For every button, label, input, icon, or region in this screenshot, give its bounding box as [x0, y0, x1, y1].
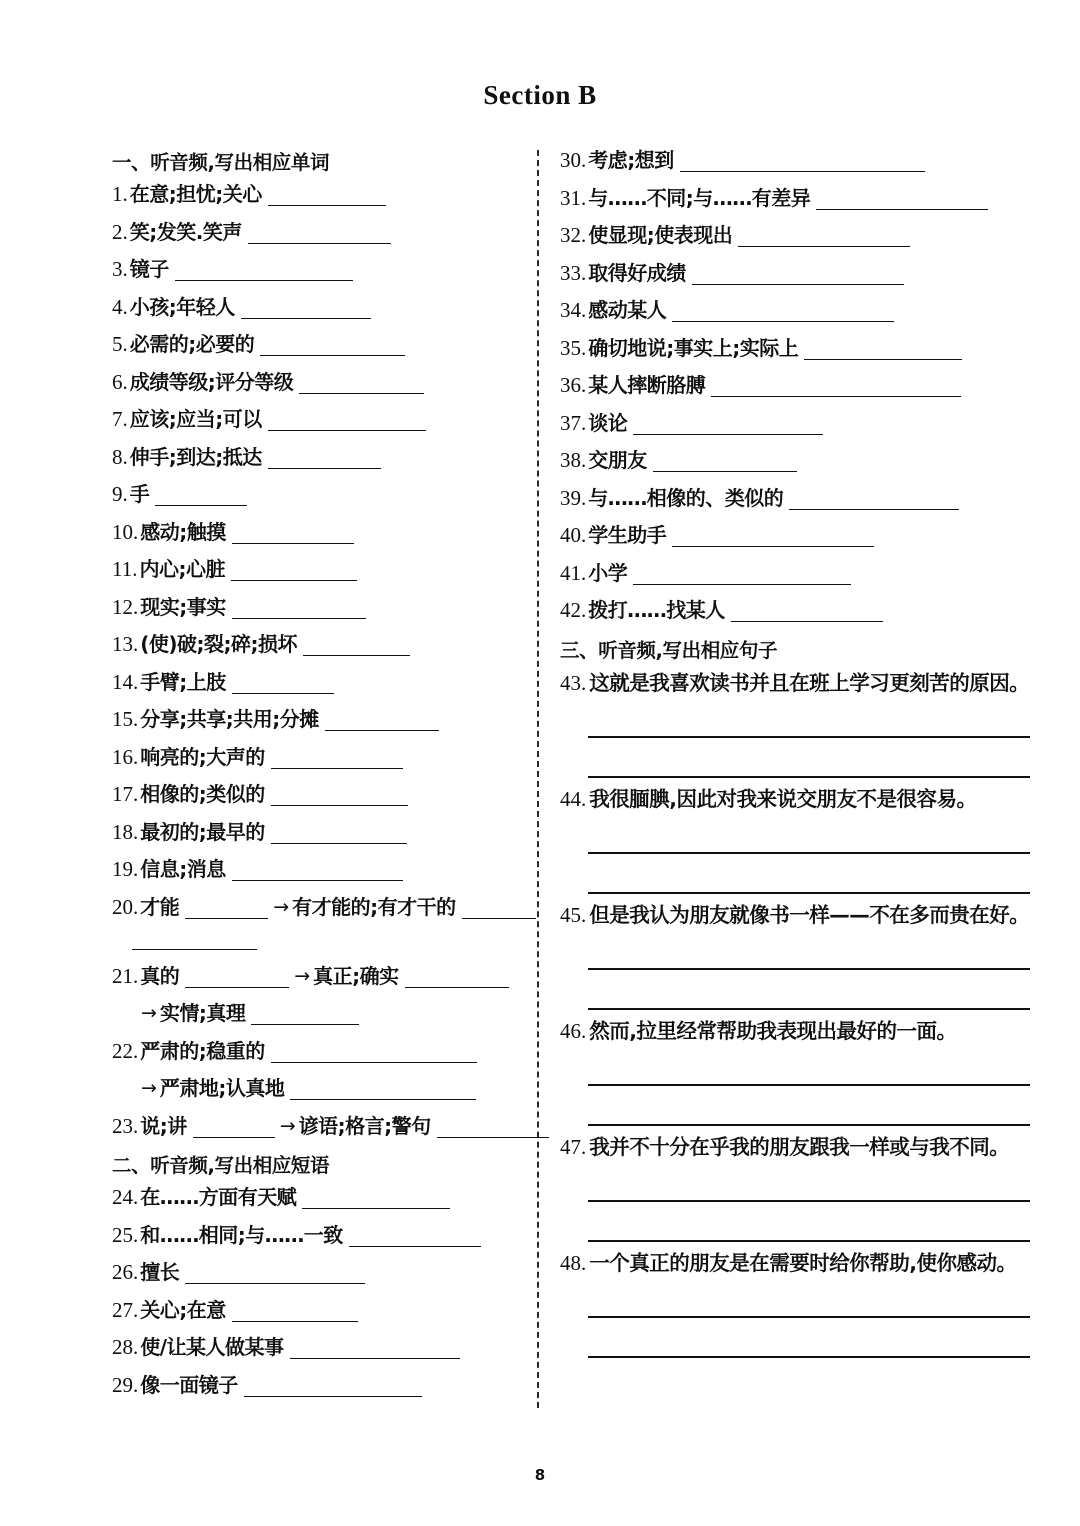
item-number: 21. — [112, 963, 139, 988]
sentence-prompt-row — [560, 900, 1030, 930]
item-number: 35. — [560, 335, 587, 360]
item-prompt: 分享;共享;共用;分摊 — [140, 707, 319, 731]
word-item — [112, 782, 527, 806]
answer-blank[interactable] — [299, 376, 424, 394]
phrase-item — [560, 523, 1030, 547]
item-prompt: 才能 — [140, 894, 180, 919]
answer-blank[interactable] — [232, 1304, 358, 1322]
answer-blank[interactable] — [231, 563, 357, 581]
answer-blank[interactable] — [155, 488, 247, 506]
derivation-arrow-icon: → — [294, 964, 311, 987]
item-number: 12. — [112, 594, 139, 619]
phrase-list-left — [112, 1185, 527, 1397]
word-item — [112, 332, 527, 356]
word-item — [112, 370, 527, 394]
word-item — [112, 557, 527, 581]
answer-blank[interactable] — [290, 1341, 460, 1359]
item-prompt-secondary: 实情;真理 — [159, 1001, 246, 1025]
item-prompt: 在……方面有天赋 — [140, 1185, 297, 1209]
answer-line[interactable] — [588, 738, 1030, 778]
item-prompt: 现实;事实 — [140, 594, 226, 619]
item-prompt: 与……不同;与……有差异 — [588, 185, 811, 210]
item-prompt: 内心;心脏 — [139, 557, 225, 581]
answer-blank[interactable] — [232, 676, 334, 694]
answer-blank[interactable] — [232, 863, 403, 881]
derivation-arrow-icon: → — [141, 1002, 157, 1024]
page-title: Section B — [483, 80, 597, 110]
answer-blank[interactable] — [185, 970, 289, 988]
item-prompt: 像一面镜子 — [140, 1372, 238, 1397]
sentence-prompt-row — [560, 1132, 1030, 1162]
item-number: 29. — [112, 1372, 139, 1397]
sentence-list — [560, 668, 1030, 1358]
item-prompt: 使/让某人做某事 — [140, 1335, 284, 1359]
left-column — [112, 148, 527, 1410]
item-prompt: 最初的;最早的 — [140, 819, 265, 844]
word-item-compound — [112, 895, 527, 919]
phrase-item — [560, 261, 1030, 285]
derivation-arrow-icon: → — [141, 1077, 157, 1099]
answer-blank[interactable] — [232, 526, 354, 544]
item-number: 45. — [560, 902, 587, 927]
answer-blank[interactable] — [193, 1120, 275, 1138]
word-item — [112, 595, 527, 619]
word-item — [112, 632, 527, 656]
item-prompt: 确切地说;事实上;实际上 — [588, 335, 799, 360]
item-number: 37. — [560, 410, 587, 435]
derivation-arrow-icon: → — [273, 895, 290, 918]
phrase-item — [112, 1260, 527, 1284]
word-item — [112, 445, 527, 469]
right-column — [560, 148, 1030, 1364]
item-prompt: 交朋友 — [588, 448, 647, 472]
item-number: 5. — [112, 332, 128, 356]
word-item-compound — [112, 1039, 527, 1063]
word-item — [112, 670, 527, 694]
answer-blank[interactable] — [711, 379, 961, 397]
sentence-item — [560, 1248, 1030, 1358]
word-item-compound — [112, 1114, 527, 1138]
answer-blank[interactable] — [816, 192, 988, 210]
answer-blank[interactable] — [692, 267, 904, 285]
sentence-item — [560, 784, 1030, 894]
item-number: 10. — [112, 519, 139, 544]
answer-blank[interactable] — [185, 901, 268, 919]
sentence-prompt-row — [560, 668, 1030, 698]
item-number: 47. — [560, 1134, 587, 1159]
answer-line[interactable] — [588, 1202, 1030, 1242]
item-prompt: 信息;消息 — [140, 857, 226, 881]
item-prompt: 谈论 — [588, 410, 628, 435]
item-prompt: 感动;触摸 — [140, 519, 226, 544]
answer-blank[interactable] — [185, 1266, 365, 1284]
item-number: 11. — [112, 557, 138, 581]
answer-line[interactable] — [588, 1086, 1030, 1126]
item-prompt: (使)破;裂;碎;损坏 — [140, 632, 298, 656]
sentence-item — [560, 668, 1030, 778]
answer-blank[interactable] — [653, 454, 797, 472]
phrase-item — [560, 486, 1030, 510]
item-number: 17. — [112, 782, 139, 806]
answer-blank[interactable] — [248, 226, 391, 244]
item-number: 2. — [112, 219, 128, 244]
item-prompt: 学生助手 — [588, 523, 667, 547]
phrase-item — [560, 598, 1030, 622]
item-number: 44. — [560, 786, 587, 811]
phrase-item — [112, 1185, 527, 1209]
item-prompt: 笑;发笑.笑声 — [129, 219, 242, 244]
sentence-prompt: 一个真正的朋友是在需要时给你帮助,使你感动。 — [589, 1250, 1017, 1275]
item-number: 33. — [560, 260, 587, 285]
item-prompt: 伸手;到达;抵达 — [129, 444, 262, 469]
answer-blank[interactable] — [271, 826, 407, 844]
item-prompt: 必需的;必要的 — [129, 332, 255, 356]
section-heading-one: 一、听音频,写出相应单词 — [112, 151, 330, 174]
item-number: 6. — [112, 369, 128, 394]
item-number: 1. — [112, 182, 128, 206]
answer-line[interactable] — [588, 1318, 1030, 1358]
item-number: 19. — [112, 857, 139, 881]
item-number: 15. — [112, 707, 139, 731]
word-item — [112, 295, 527, 319]
answer-blank[interactable] — [405, 970, 509, 988]
answer-blank[interactable] — [738, 229, 910, 247]
item-prompt: 手臂;上肢 — [140, 669, 226, 694]
item-number: 22. — [112, 1038, 139, 1063]
sentence-prompt-row — [560, 1248, 1030, 1278]
item-number: 26. — [112, 1260, 139, 1284]
sentence-item — [560, 900, 1030, 1010]
answer-blank[interactable] — [251, 1007, 359, 1025]
item-prompt: 手 — [129, 482, 150, 506]
answer-blank[interactable] — [268, 413, 426, 431]
answer-line[interactable] — [588, 1046, 1030, 1086]
item-number: 18. — [112, 819, 139, 844]
item-number: 20. — [112, 894, 139, 919]
item-number: 42. — [560, 598, 587, 622]
item-prompt: 响亮的;大声的 — [140, 744, 265, 769]
answer-blank[interactable] — [731, 604, 883, 622]
answer-blank[interactable] — [241, 301, 371, 319]
phrase-item — [560, 298, 1030, 322]
phrase-item — [560, 561, 1030, 585]
answer-blank[interactable] — [132, 932, 257, 950]
phrase-item — [112, 1298, 527, 1322]
item-prompt: 拨打……找某人 — [588, 598, 725, 622]
answer-blank[interactable] — [271, 1045, 477, 1063]
phrase-item — [560, 223, 1030, 247]
word-item — [112, 182, 527, 206]
word-item — [112, 482, 527, 506]
compound-word-list — [112, 895, 527, 1138]
word-item-wrap — [112, 932, 527, 950]
item-number: 41. — [560, 560, 587, 585]
answer-blank[interactable] — [325, 713, 439, 731]
item-prompt: 严肃的;稳重的 — [140, 1038, 265, 1063]
item-number: 48. — [560, 1250, 587, 1275]
answer-blank[interactable] — [271, 788, 408, 806]
answer-line[interactable] — [588, 814, 1030, 854]
item-prompt: 某人摔断胳膊 — [588, 373, 706, 397]
word-item — [112, 745, 527, 769]
answer-blank[interactable] — [302, 1191, 450, 1209]
phrase-item — [560, 336, 1030, 360]
item-prompt: 使显现;使表现出 — [588, 223, 733, 247]
item-prompt: 说;讲 — [140, 1113, 187, 1138]
phrase-item — [560, 448, 1030, 472]
item-number: 28. — [112, 1335, 139, 1359]
phrase-item — [560, 148, 1030, 172]
phrase-item — [560, 373, 1030, 397]
answer-blank[interactable] — [680, 154, 925, 172]
answer-blank[interactable] — [290, 1082, 476, 1100]
answer-blank[interactable] — [175, 263, 353, 281]
item-prompt: 镜子 — [129, 257, 169, 281]
item-number: 8. — [112, 444, 128, 469]
phrase-item — [112, 1223, 527, 1247]
word-item — [112, 707, 527, 731]
word-item-derivation — [112, 1076, 527, 1100]
sentence-prompt: 我很腼腆,因此对我来说交朋友不是很容易。 — [589, 786, 977, 811]
item-number: 32. — [560, 223, 587, 247]
sentence-item — [560, 1132, 1030, 1242]
item-prompt: 小孩;年轻人 — [129, 294, 235, 319]
item-number: 43. — [560, 670, 587, 695]
answer-line[interactable] — [588, 1162, 1030, 1202]
word-item-derivation — [112, 1001, 527, 1025]
item-number: 16. — [112, 744, 139, 769]
word-item-compound — [112, 964, 527, 988]
answer-blank[interactable] — [260, 338, 405, 356]
answer-blank[interactable] — [462, 901, 536, 919]
answer-blank[interactable] — [672, 304, 894, 322]
item-number: 38. — [560, 448, 587, 472]
answer-blank[interactable] — [268, 188, 386, 206]
answer-blank[interactable] — [244, 1379, 422, 1397]
item-prompt-secondary: 真正;确实 — [313, 963, 399, 988]
item-prompt-secondary: 谚语;格言;警句 — [298, 1113, 431, 1138]
sentence-prompt: 我并不十分在乎我的朋友跟我一样或与我不同。 — [589, 1134, 1010, 1159]
item-number: 36. — [560, 373, 587, 397]
answer-blank[interactable] — [349, 1229, 481, 1247]
item-number: 13. — [112, 632, 139, 656]
sentence-prompt: 但是我认为朋友就像书一样——不在多而贵在好。 — [589, 902, 1030, 927]
word-item — [112, 220, 527, 244]
answer-blank[interactable] — [672, 529, 874, 547]
item-prompt: 真的 — [140, 963, 180, 988]
answer-blank[interactable] — [789, 492, 959, 510]
answer-blank[interactable] — [303, 638, 410, 656]
word-item — [112, 520, 527, 544]
item-prompt: 感动某人 — [588, 298, 667, 322]
answer-line[interactable] — [588, 930, 1030, 970]
answer-blank[interactable] — [804, 342, 962, 360]
item-prompt: 在意;担忧;关心 — [129, 182, 262, 206]
item-number: 4. — [112, 294, 128, 319]
page-number: 8 — [534, 1466, 546, 1484]
item-number: 30. — [560, 148, 587, 172]
sentence-item — [560, 1016, 1030, 1126]
item-number: 40. — [560, 523, 587, 547]
sentence-prompt: 然而,拉里经常帮助我表现出最好的一面。 — [589, 1018, 957, 1043]
word-item — [112, 407, 527, 431]
phrase-item — [560, 186, 1030, 210]
answer-line[interactable] — [588, 970, 1030, 1010]
item-number: 7. — [112, 407, 128, 431]
item-number: 3. — [112, 257, 128, 281]
word-item — [112, 857, 527, 881]
item-number: 39. — [560, 485, 587, 510]
item-number: 14. — [112, 669, 139, 694]
section-heading-two: 二、听音频,写出相应短语 — [112, 1154, 330, 1177]
item-prompt: 成绩等级;评分等级 — [129, 369, 294, 394]
item-number: 25. — [112, 1222, 139, 1247]
item-prompt: 擅长 — [140, 1260, 180, 1284]
item-prompt: 取得好成绩 — [588, 260, 686, 285]
answer-line[interactable] — [588, 698, 1030, 738]
item-prompt: 和……相同;与……一致 — [140, 1222, 343, 1247]
item-prompt-secondary: 严肃地;认真地 — [159, 1076, 285, 1100]
answer-line[interactable] — [588, 854, 1030, 894]
phrase-item — [112, 1373, 527, 1397]
phrase-item — [112, 1335, 527, 1359]
section-heading-three: 三、听音频,写出相应句子 — [560, 638, 778, 662]
item-prompt: 关心;在意 — [140, 1297, 226, 1322]
sentence-prompt: 这就是我喜欢读书并且在班上学习更刻苦的原因。 — [589, 670, 1030, 695]
sentence-prompt-row — [560, 1016, 1030, 1046]
phrase-item — [560, 411, 1030, 435]
answer-blank[interactable] — [633, 417, 823, 435]
item-prompt: 相像的;类似的 — [140, 782, 265, 806]
item-number: 46. — [560, 1018, 587, 1043]
answer-blank[interactable] — [437, 1120, 549, 1138]
item-number: 31. — [560, 185, 587, 210]
item-prompt-secondary: 有才能的;有才干的 — [292, 894, 456, 919]
derivation-arrow-icon: → — [279, 1114, 296, 1137]
column-divider — [537, 150, 539, 1408]
word-item — [112, 820, 527, 844]
word-list — [112, 182, 527, 881]
item-number: 27. — [112, 1297, 139, 1322]
phrase-list-right — [560, 148, 1030, 622]
answer-blank[interactable] — [268, 451, 381, 469]
item-prompt: 应该;应当;可以 — [129, 407, 262, 431]
item-number: 24. — [112, 1185, 139, 1209]
sentence-prompt-row — [560, 784, 1030, 814]
word-item — [112, 257, 527, 281]
item-number: 23. — [112, 1113, 139, 1138]
answer-blank[interactable] — [271, 751, 403, 769]
item-number: 9. — [112, 482, 128, 506]
item-prompt: 与……相像的、类似的 — [588, 485, 784, 510]
item-number: 34. — [560, 298, 587, 322]
item-prompt: 考虑;想到 — [588, 148, 674, 172]
answer-line[interactable] — [588, 1278, 1030, 1318]
answer-blank[interactable] — [232, 601, 366, 619]
answer-blank[interactable] — [633, 567, 851, 585]
item-prompt: 小学 — [588, 560, 628, 585]
